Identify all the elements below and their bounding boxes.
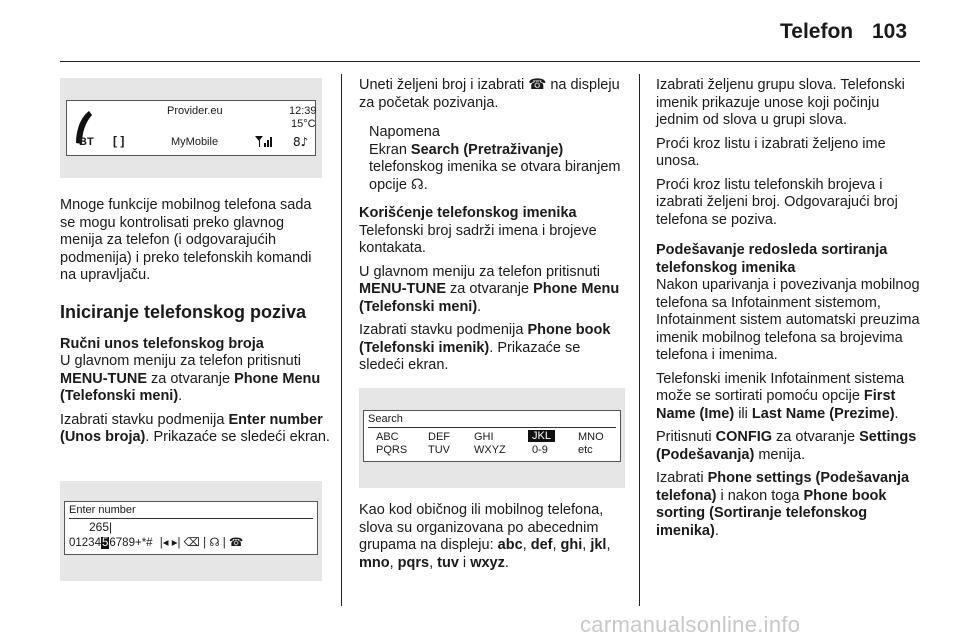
section-heading: Iniciranje telefonskog poziva: [60, 301, 307, 322]
entered-number: 265|: [89, 520, 113, 534]
audio-icon: [293, 134, 311, 148]
letter-group-abc[interactable]: ABC: [376, 431, 399, 443]
letter-group-mno[interactable]: MNO: [578, 431, 604, 443]
column-divider-2: [639, 74, 640, 606]
letter-group-def[interactable]: DEF: [428, 431, 450, 443]
enter-number-display: [64, 501, 318, 555]
subsection-sorting: Podešavanje redosleda sortiranja telefonskog imenika: [656, 242, 888, 276]
paragraph-contacts: Telefonski broj sadrži imena i brojeve kontakata.: [359, 222, 597, 256]
selected-digit[interactable]: 5: [101, 537, 109, 549]
note-box: [359, 124, 627, 194]
subsection-heading: Ručni unos telefonskog broja: [60, 335, 264, 352]
page-number: 103: [872, 20, 908, 43]
paragraph-letter-groups: Kao kod običnog ili mobilnog telefona, slova su organizovana po abecednim grupama na displeju: abc, def, ghi, jkl, mno, pqrs, tuv i wxyz.: [359, 502, 611, 571]
letter-group-digits[interactable]: 0-9: [532, 444, 548, 456]
paragraph-select-number: Proći kroz listu telefonskih brojeva i izabrati željeni broj. Odgovarajući broj telefona se poziva.: [656, 176, 898, 228]
phone-main-screen-image: [60, 78, 322, 178]
paragraph-enter-number: Izabrati stavku podmenija Enter number (Unos broja). Prikazaće se sledeći ekran.: [60, 411, 330, 445]
paragraph-phonebook: Izabrati stavku podmenija Phone book (Telefonski imenik). Prikazaće se sledeći ekran.: [359, 322, 611, 373]
chapter-title: Telefon: [780, 20, 854, 43]
bracket-indicator: [ ]: [113, 134, 125, 148]
intro-paragraph: Mnoge funkcije mobilnog telefona sada se mogu kontrolisati preko glavnog menija za telefon (i odgovarajućih podmenija) i preko telefonskih komandi na upravljaču.: [60, 197, 312, 283]
column-2: [359, 77, 627, 375]
mobile-name: MyMobile: [171, 136, 219, 148]
letter-group-ghi[interactable]: GHI: [474, 431, 494, 443]
temperature: 15°C: [291, 118, 316, 130]
paragraph-sort-options: Telefonski imenik Infotainment sistema može se sortirati pomoću opcije First Name (Ime) ili Last Name (Prezime).: [656, 370, 905, 422]
provider-label: Provider.eu: [167, 105, 223, 117]
paragraph-select-name: Proći kroz listu i izabrati željeno ime unosa.: [656, 135, 886, 169]
header-rule: [60, 61, 920, 62]
paragraph-select-group: Izabrati željenu grupu slova. Telefonski imenik prikazuje unose koji počinju jednim od slova u grupi slova.: [656, 77, 905, 128]
paragraph-pairing: Nakon uparivanja i povezivanja mobilnog telefona sa Infotainment sistemom, Infotainment sistem automatski preuzima imenik mobilnog telefona sa brojevima telefona i imenima.: [656, 277, 920, 363]
search-display: [363, 410, 621, 462]
column-2-bottom: [359, 502, 629, 572]
paragraph-phone-settings: Izabrati Phone settings (Podešavanja telefona) i nakon toga Phone book sorting (Sortiranje telefonskog imenika).: [656, 470, 910, 539]
letter-group-jkl-selected[interactable]: JKL: [528, 430, 555, 442]
note-text: Ekran Search (Pretraživanje) telefonskog imenika se otvara biranjem opcije ☊.: [369, 141, 621, 193]
paragraph-menu-tune: U glavnom meniju za telefon pritisnuti MENU-TUNE za otvaranje Phone Menu (Telefonski meni).: [60, 353, 321, 404]
column-3: [656, 77, 924, 540]
paragraph-menu-tune-2: U glavnom meniju za telefon pritisnuti MENU-TUNE za otvaranje Phone Menu (Telefonski meni).: [359, 263, 620, 315]
enter-number-screen-image: [60, 481, 322, 581]
letter-group-etc[interactable]: etc: [578, 444, 593, 456]
subsection-phonebook: Korišćenje telefonskog imenika: [359, 205, 577, 221]
phone-display: [66, 100, 316, 156]
search-title: Search: [368, 413, 403, 425]
signal-strength-icon: [255, 135, 275, 147]
column-divider-1: [341, 74, 342, 606]
clock: 12:39: [289, 105, 317, 117]
keypad-controls[interactable]: |◂ ▸| ⌫ | ☊ | ☎: [159, 537, 244, 549]
letter-group-wxyz[interactable]: WXYZ: [474, 444, 506, 456]
svg-text:8♪: 8♪: [293, 135, 309, 148]
letter-group-tuv[interactable]: TUV: [428, 444, 450, 456]
paragraph-call: Uneti željeni broj i izabrati ☎ na displeju za početak pozivanja.: [359, 77, 620, 111]
watermark: carmanualsonline.info: [580, 612, 801, 637]
enter-number-title: Enter number: [69, 504, 136, 516]
digit-keypad-row: 0123456789+*# |◂ ▸| ⌫ | ☊ | ☎: [69, 537, 244, 549]
bt-label: BT: [79, 136, 94, 148]
letter-group-pqrs[interactable]: PQRS: [376, 444, 408, 456]
search-screen-image: [359, 388, 625, 488]
paragraph-config: Pritisnuti CONFIG za otvaranje Settings (Podešavanja) menija.: [656, 429, 917, 463]
note-title: Napomena: [369, 124, 440, 140]
